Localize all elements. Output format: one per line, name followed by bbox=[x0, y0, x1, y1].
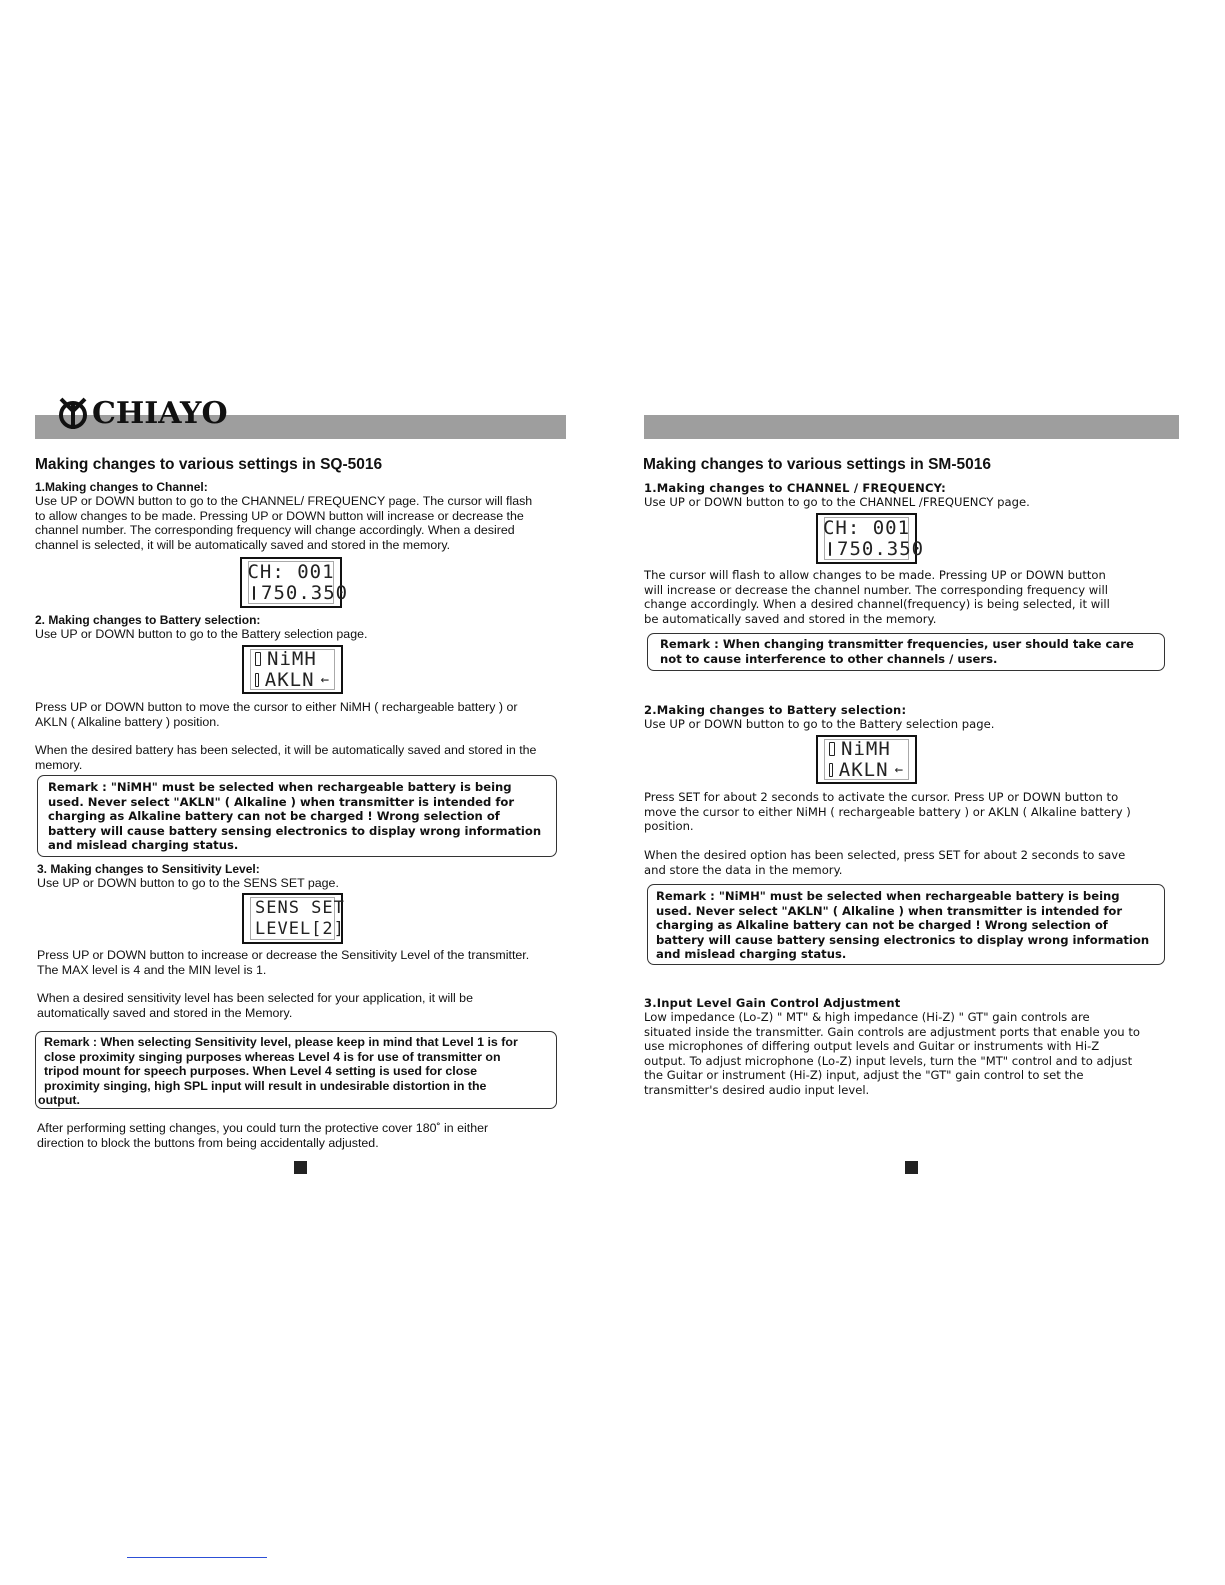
right-lcd-battery bbox=[816, 735, 917, 784]
right-s1-heading: 1.Making changes to CHANNEL / FREQUENCY: bbox=[644, 481, 946, 495]
left-remark-battery bbox=[37, 775, 557, 857]
text-line: change accordingly. When a desired channel(frequency) is being selected, it will bbox=[644, 597, 1110, 612]
text-line: Press UP or DOWN button to move the cursor to either NiMH ( rechargeable battery ) or bbox=[35, 700, 518, 714]
lcd-channel-text: CH: 001 bbox=[822, 516, 911, 539]
remark-line: not to cause interference to other channels / users. bbox=[660, 651, 998, 666]
text-line: The MAX level is 4 and the MIN level is 1. bbox=[37, 962, 267, 977]
lcd-frequency-text: 750.350 bbox=[261, 581, 349, 604]
remark-line: used. Never select "AKLN" ( Alkaline ) when transmitter is intended for bbox=[48, 794, 515, 809]
right-lcd-channel bbox=[816, 513, 925, 564]
remark-line: tripod mount for speech purposes. When Level 4 setting is used for close bbox=[44, 1064, 478, 1079]
right-remark-interference bbox=[647, 633, 1165, 671]
right-s2-paragraph-2 bbox=[644, 848, 1125, 877]
text-line: the Guitar or instrument (Hi-Z) input, adjust the "GT" gain control to set the bbox=[644, 1068, 1084, 1083]
remark-line: battery will cause battery sensing electronics to display wrong information bbox=[48, 823, 542, 838]
right-s1-paragraph bbox=[644, 568, 1110, 626]
lcd-nimh-text: NiMH bbox=[841, 737, 891, 760]
left-lcd-battery bbox=[242, 645, 343, 694]
right-s3-paragraph bbox=[644, 1010, 1140, 1098]
battery-empty-icon bbox=[255, 673, 259, 687]
text-line: Low impedance (Lo-Z) " MT" & high impedance (Hi-Z) " GT" gain controls are bbox=[644, 1010, 1090, 1024]
text-line: When the desired option has been selected, press SET for about 2 seconds to save bbox=[644, 848, 1126, 862]
battery-empty-icon bbox=[829, 742, 835, 756]
lcd-sens-set-text: SENS SET bbox=[255, 897, 345, 918]
cursor-arrow-icon: ← bbox=[894, 761, 904, 778]
right-s2-line: Use UP or DOWN button to go to the Battery selection page. bbox=[644, 717, 995, 731]
cursor-arrow-icon: ← bbox=[320, 671, 330, 688]
remark-line: battery will cause battery sensing electronics to display wrong information bbox=[656, 932, 1150, 947]
text-line: output. To adjust microphone (Lo-Z) input levels, turn the "MT" control and to adjust bbox=[644, 1053, 1133, 1068]
left-s3-line: Use UP or DOWN button to go to the SENS SET page. bbox=[37, 876, 339, 890]
left-s3-paragraph-1 bbox=[37, 948, 529, 977]
left-s2-line: Use UP or DOWN button to go to the Battery selection page. bbox=[35, 627, 368, 641]
right-header-bar bbox=[644, 415, 1179, 439]
remark-line: Remark : "NiMH" must be selected when rechargeable battery is being bbox=[656, 889, 1120, 903]
text-line: and store the data in the memory. bbox=[644, 862, 843, 877]
left-lcd-channel bbox=[240, 557, 349, 608]
text-line: move the cursor to either NiMH ( rechargeable battery ) or AKLN ( Alkaline battery ) bbox=[644, 804, 1131, 819]
text-line: AKLN ( Alkaline battery ) position. bbox=[35, 714, 220, 729]
right-s1-line: Use UP or DOWN button to go to the CHANNEL /FREQUENCY page. bbox=[644, 495, 1030, 509]
lcd-frequency-text: 750.350 bbox=[837, 537, 925, 560]
left-s2-paragraph-1 bbox=[35, 700, 518, 729]
left-s3-heading: 3. Making changes to Sensitivity Level: bbox=[37, 862, 260, 876]
right-remark-battery bbox=[647, 884, 1165, 965]
left-remark-sensitivity bbox=[35, 1031, 557, 1109]
text-line: direction to block the buttons from being accidentally adjusted. bbox=[37, 1135, 379, 1150]
text-line: memory. bbox=[35, 757, 83, 772]
right-s2-heading: 2.Making changes to Battery selection: bbox=[644, 703, 907, 717]
remark-line: charging as Alkaline battery can not be charged ! Wrong selection of bbox=[48, 809, 500, 824]
text-line: will increase or decrease the channel number. The corresponding frequency will bbox=[644, 582, 1108, 597]
left-page-title: Making changes to various settings in SQ-5016 bbox=[35, 456, 383, 473]
battery-empty-icon bbox=[829, 763, 833, 777]
battery-full-icon bbox=[253, 586, 255, 600]
chiayo-emblem-icon bbox=[56, 395, 90, 431]
remark-line: and mislead charging status. bbox=[48, 838, 239, 853]
text-line: position. bbox=[644, 819, 694, 834]
left-page-marker bbox=[294, 1161, 307, 1174]
left-s2-heading: 2. Making changes to Battery selection: bbox=[35, 613, 261, 627]
text-line: be automatically saved and stored in the memory. bbox=[644, 611, 937, 626]
text-line: transmitter's desired audio input level. bbox=[644, 1082, 870, 1097]
text-line: situated inside the transmitter. Gain controls are adjustment ports that enable you to bbox=[644, 1024, 1140, 1039]
bottom-link-underline bbox=[127, 1557, 267, 1558]
lcd-akln-text: AKLN bbox=[838, 758, 889, 781]
text-line: When the desired battery has been selected, it will be automatically saved and stored in the bbox=[35, 743, 537, 757]
remark-line: charging as Alkaline battery can not be charged ! Wrong selection of bbox=[656, 918, 1108, 933]
battery-empty-icon bbox=[255, 652, 261, 666]
lcd-akln-text: AKLN bbox=[264, 668, 315, 691]
text-line: After performing setting changes, you could turn the protective cover 180˚ in either bbox=[37, 1121, 489, 1135]
right-page-marker bbox=[905, 1161, 918, 1174]
lcd-channel-text: CH: 001 bbox=[247, 560, 335, 583]
remark-line: Remark : "NiMH" must be selected when rechargeable battery is being bbox=[48, 780, 512, 794]
right-s3-heading: 3.Input Level Gain Control Adjustment bbox=[644, 996, 901, 1010]
brand-name: CHIAYO bbox=[92, 395, 228, 431]
text-line: Press UP or DOWN button to increase or decrease the Sensitivity Level of the transmitter. bbox=[37, 948, 530, 962]
remark-line: output. bbox=[38, 1093, 80, 1108]
remark-line: Remark : When selecting Sensitivity level, please keep in mind that Level 1 is for bbox=[44, 1035, 518, 1049]
remark-line: Remark : When changing transmitter frequencies, user should take care bbox=[660, 637, 1134, 651]
remark-line: used. Never select "AKLN" ( Alkaline ) when transmitter is intended for bbox=[656, 903, 1123, 918]
remark-line: close proximity singing purposes whereas Level 4 is for use of transmitter on bbox=[44, 1049, 501, 1064]
text-line: Press SET for about 2 seconds to activate the cursor. Press UP or DOWN button to bbox=[644, 790, 1119, 804]
remark-line: and mislead charging status. bbox=[656, 947, 847, 962]
left-s2-paragraph-2 bbox=[35, 743, 536, 772]
lcd-level-text: LEVEL[2] bbox=[255, 918, 345, 939]
right-page-title: Making changes to various settings in SM-5016 bbox=[643, 456, 991, 473]
brand-logo bbox=[56, 393, 228, 433]
right-s2-paragraph-1 bbox=[644, 790, 1131, 834]
remark-line: proximity singing, high SPL input will result in undesirable distortion in the bbox=[44, 1078, 487, 1093]
text-line: The cursor will flash to allow changes to be made. Pressing UP or DOWN button bbox=[644, 568, 1106, 582]
text-line: channel is selected, it will be automatically saved and stored in the memory. bbox=[35, 537, 451, 552]
text-line: use microphones of differing output levels and Guitar or instruments with Hi-Z bbox=[644, 1039, 1100, 1054]
left-s1-paragraph bbox=[35, 494, 532, 552]
text-line: Use UP or DOWN button to go to the CHANNEL/ FREQUENCY page. The cursor will flash bbox=[35, 494, 533, 508]
left-s3-paragraph-2 bbox=[37, 991, 473, 1020]
text-line: automatically saved and stored in the Memory. bbox=[37, 1005, 293, 1020]
left-s1-heading: 1.Making changes to Channel: bbox=[35, 480, 208, 494]
lcd-nimh-text: NiMH bbox=[267, 647, 317, 670]
text-line: channel number. The corresponding frequency will change accordingly. When a desired bbox=[35, 523, 515, 538]
left-footer-note bbox=[37, 1121, 488, 1150]
text-line: When a desired sensitivity level has been selected for your application, it will be bbox=[37, 991, 473, 1005]
text-line: to allow changes to be made. Pressing UP or DOWN button will increase or decrease the bbox=[35, 508, 524, 523]
battery-full-icon bbox=[829, 542, 831, 556]
left-lcd-sensitivity bbox=[242, 893, 343, 944]
